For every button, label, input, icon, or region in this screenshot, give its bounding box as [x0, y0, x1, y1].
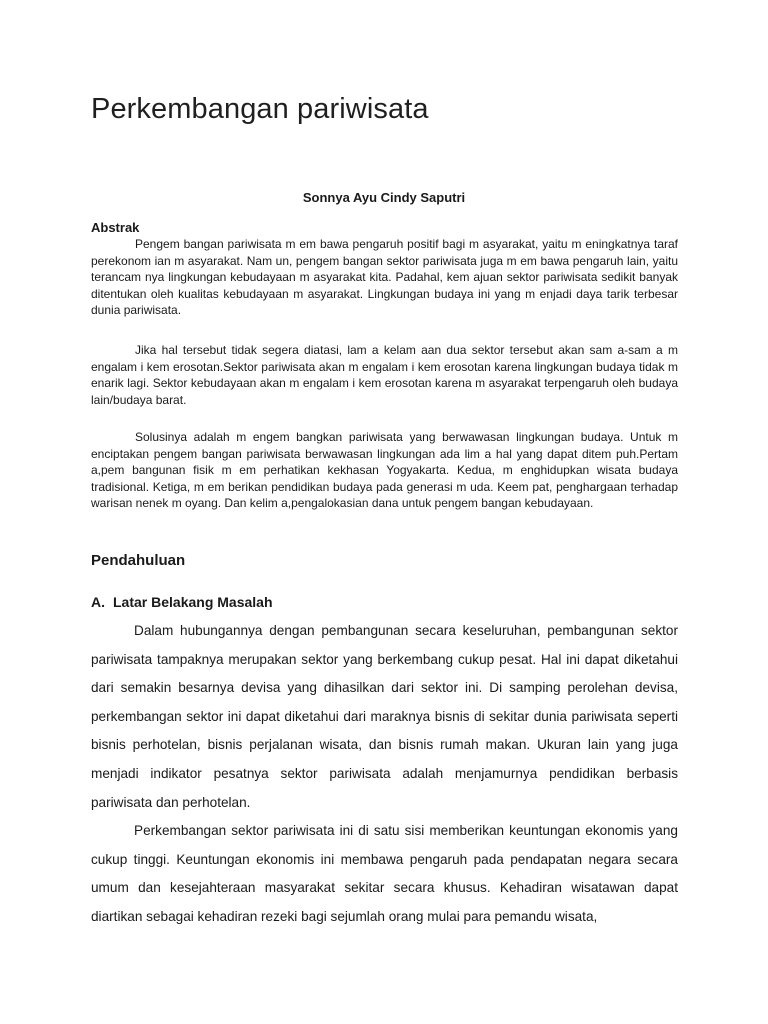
abstract-paragraph: Solusinya adalah m engem bangkan pariwisata yang berwawasan lingkungan budaya. Untuk m enciptakan pengem bangan pariwisata berwawasan lingkungan ada lim a hal yang dapat ditem puh.Pertam a,pem bangunan fisik m em perhatikan kekhasan Yogyakarta. Kedua, m enghidupkan wisata budaya tradisional. Ketiga, m em berikan pendidikan budaya pada generasi m uda. Keem pat, penghargaan terhadap warisan nenek m oyang. Dan kelim a,pengalokasian dana untuk pengem bangan kebudayaan.: [91, 430, 678, 511]
subsection-letter: A.: [91, 594, 105, 610]
body-paragraph: Dalam hubungannya dengan pembangunan secara keseluruhan, pembangunan sektor pariwisata tampaknya merupakan sektor yang berkembang cukup pesat. Hal ini dapat diketahui dari semakin besarnya devisa yang dihasilkan dari sektor ini. Di samping perolehan devisa, perkembangan sektor ini dapat diketahui dari maraknya bisnis di sekitar dunia pariwisata seperti bisnis perhotelan, bisnis perjalanan wisata, dan bisnis rumah makan. Ukuran lain yang juga menjadi indikator pesatnya sektor pariwisata adalah menjamurnya pendidikan berbasis pariwisata dan perhotelan.: [91, 623, 678, 810]
abstract-paragraph: Pengem bangan pariwisata m em bawa pengaruh positif bagi m asyarakat, yaitu m eningkatnya taraf perekonom ian m asyarakat. Nam un, pengem bangan sektor pariwisata juga m em bawa pengaruh lain, yaitu terancam nya lingkungan kebudayaan m asyarakat kita. Padahal, kem ajuan sektor pariwisata sedikit banyak ditentukan oleh kualitas kebudayaan m asyarakat. Lingkungan budaya ini yang m enjadi daya tarik terbesar dunia pariwisata.: [91, 237, 678, 318]
section-heading: Pendahuluan: [91, 552, 186, 569]
body-paragraph: Perkembangan sektor pariwisata ini di satu sisi memberikan keuntungan ekonomis yang cukup tinggi. Keuntungan ekonomis ini membawa pengaruh pada pendapatan negara secara umum dan kesejahteraan masyarakat sekitar secara khusus. Kehadiran wisatawan dapat diartikan sebagai kehadiran rezeki bagi sejumlah orang mulai para pemandu wisata,: [91, 823, 678, 924]
document-title: Perkembangan pariwisata: [91, 93, 429, 125]
abstract-paragraph: Jika hal tersebut tidak segera diatasi, lam a kelam aan dua sektor tersebut akan sam a-sam a m engalam i kem erosotan.Sektor pariwisata akan m engalam i kem erosotan karena lingkungan budaya tidak m enarik lagi. Sektor kebudayaan akan m engalam i kem erosotan karena m asyarakat terpengaruh oleh budaya lain/budaya barat.: [91, 343, 678, 407]
abstract-label: Abstrak: [91, 220, 140, 235]
subsection-heading: [91, 594, 273, 610]
subsection-title: Latar Belakang Masalah: [113, 594, 273, 610]
author-name: Sonnya Ayu Cindy Saputri: [302, 190, 466, 205]
